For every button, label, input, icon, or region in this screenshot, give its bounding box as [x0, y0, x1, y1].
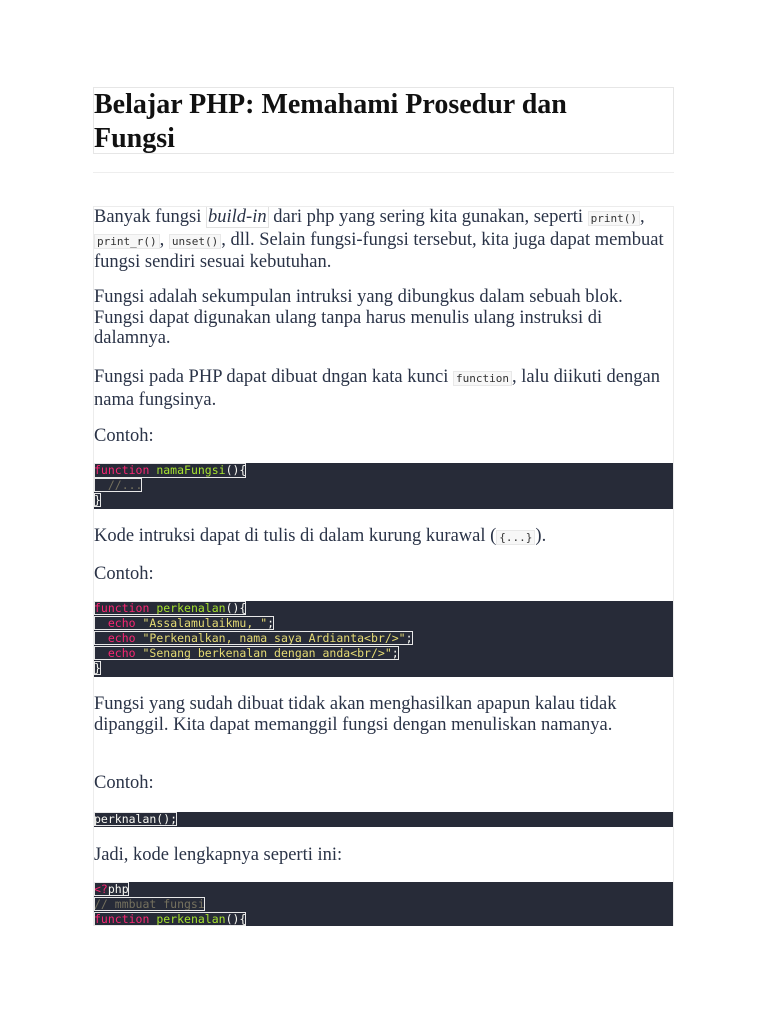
code-line	[94, 463, 246, 478]
code-line	[94, 661, 674, 676]
code-function-name: namaFungsi	[156, 463, 226, 477]
code-text: (){	[225, 463, 247, 477]
inline-code-print: print()	[588, 211, 640, 226]
paragraph-braces	[94, 526, 674, 549]
code-comment: // mmbuat fungsi	[94, 897, 205, 911]
text-segment: ).	[535, 526, 547, 546]
code-line	[94, 882, 674, 897]
code-string: "Senang berkenalan dengan anda<br/>"	[142, 646, 392, 660]
code-text: (){	[225, 601, 247, 615]
code-text: }	[94, 493, 101, 507]
emphasis-build-in: build-in	[208, 207, 267, 227]
code-text: ;	[267, 616, 275, 630]
code-keyword: <?	[94, 882, 108, 896]
code-keyword: echo	[107, 616, 136, 630]
divider	[93, 172, 674, 173]
code-line	[94, 478, 674, 493]
code-keyword: function	[94, 601, 150, 615]
inline-code-unset: unset()	[169, 234, 221, 249]
text-segment: Banyak fungsi	[94, 207, 207, 227]
code-line	[94, 897, 674, 912]
paragraph-definition: Fungsi adalah sekumpulan intruksi yang dibungkus dalam sebuah blok. Fungsi dapat digunakan ulang tanpa harus menulis ulang instruksi di dalamnya.	[94, 287, 623, 348]
inline-code-braces: {...}	[496, 530, 535, 545]
code-string: "Assalamulaikmu, "	[142, 616, 268, 630]
label-contoh: Contoh:	[94, 773, 154, 793]
code-text: php	[107, 882, 129, 896]
text-segment: Kode intruksi dapat di tulis di dalam kurung kurawal (	[94, 526, 497, 546]
code-line	[94, 912, 674, 926]
paragraph-call: Fungsi yang sudah dibuat tidak akan menghasilkan apapun kalau tidak dipanggil. Kita dapat memanggil fungsi dengan menuliskan namanya.	[94, 694, 617, 735]
article-content	[93, 206, 674, 926]
code-text: ;	[391, 646, 399, 660]
paragraph-intro	[94, 207, 674, 273]
code-function-name: perkenalan	[156, 912, 226, 926]
inline-code-print-r: print_r()	[94, 234, 160, 249]
paragraph-keyword	[94, 367, 674, 410]
inline-code-function: function	[453, 371, 512, 386]
code-line	[94, 616, 674, 631]
paragraph-full-code: Jadi, kode lengkapnya seperti ini:	[94, 845, 343, 865]
label-contoh: Contoh:	[94, 426, 154, 446]
text-segment: , dll. Selain fungsi-fungsi tersebut, kita juga dapat membuat fungsi sendiri sesuai kebutuhan.	[94, 229, 664, 272]
text-segment: Fungsi pada PHP dapat dibuat dngan kata kunci	[94, 367, 453, 387]
code-line	[94, 646, 674, 661]
code-block-3	[94, 812, 674, 827]
code-line	[94, 601, 674, 616]
text-segment: dari php yang sering kita gunakan, seperti	[268, 207, 588, 227]
code-keyword: echo	[107, 631, 136, 645]
code-keyword: function	[94, 912, 150, 926]
page-title: Belajar PHP: Memahami Prosedur dan Fungsi	[94, 89, 567, 154]
code-block-4	[94, 882, 674, 926]
code-block-1	[94, 463, 674, 509]
text-segment: , lalu diikuti dengan nama fungsinya.	[94, 367, 660, 410]
code-block-2	[94, 601, 674, 677]
text-segment: ,	[159, 229, 169, 250]
code-text: (){	[225, 912, 247, 926]
code-comment: //...	[107, 478, 143, 492]
text-segment: ,	[640, 207, 645, 227]
code-keyword: echo	[107, 646, 136, 660]
code-function-name: perkenalan	[156, 601, 226, 615]
code-line	[94, 812, 674, 827]
code-keyword: function	[94, 463, 150, 477]
code-line	[94, 631, 674, 646]
title-box	[93, 87, 674, 154]
code-text: perknalan();	[94, 812, 178, 826]
code-text: ;	[405, 631, 413, 645]
code-text: }	[94, 661, 101, 675]
label-contoh: Contoh:	[94, 564, 154, 584]
code-string: "Perkenalkan, nama saya Ardianta<br/>"	[142, 631, 406, 645]
code-line	[94, 493, 674, 508]
